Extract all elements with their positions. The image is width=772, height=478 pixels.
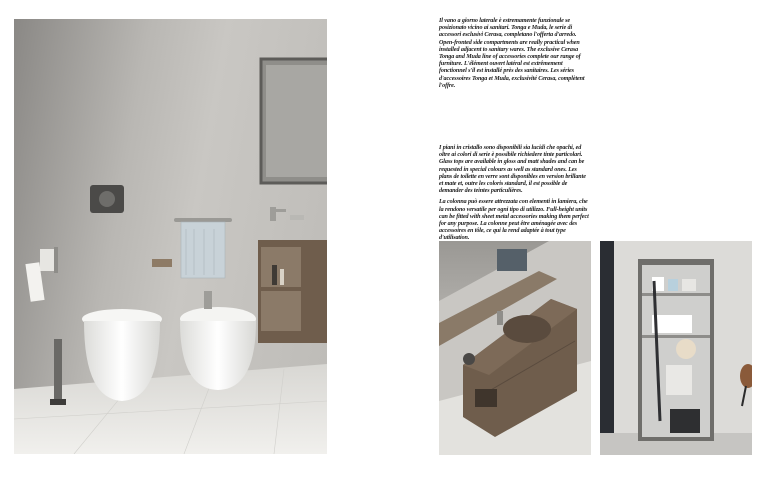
photo-tall-storage-cabinet bbox=[600, 241, 752, 455]
cabinet-scene bbox=[600, 241, 752, 455]
waste-bin bbox=[670, 409, 700, 433]
shelf-items bbox=[652, 315, 692, 333]
towel bbox=[181, 222, 225, 278]
text-mid-paragraph-1: I piani in cristallo sono disponibili sia lucidi che opachi, ed oltre ai colori di serie è possibile richiedere tinte particolari. Glass tops are available in gloss and matt shades and can be requested in special colours as well as standard ones. Les plans de toilette en verre sont disponibles en version brillante et mate et, outre les coloris standard, il est possible de demander des teintes particulières. bbox=[439, 145, 586, 195]
towel-rail bbox=[174, 218, 232, 222]
accessory-bowl bbox=[463, 353, 475, 365]
basin-tap bbox=[497, 311, 503, 325]
photo-bathroom-wall-hung bbox=[14, 19, 327, 454]
wicker-basket bbox=[676, 339, 696, 359]
door-frame bbox=[600, 241, 614, 455]
text-mid-paragraph-2: La colonna può essere attrezzata con elementi in lamiera, che la rendono versatile per ogni tipo di utilizzo. Full-height units can be fitted with sheet metal accessories making them perfect for any purpose. La colonne peut être aménagée avec des accessoires en tôle, ce qui la rend adaptée à tout type d'utilisation. bbox=[439, 199, 589, 242]
soap-dish bbox=[152, 259, 172, 267]
wall-tap bbox=[270, 207, 276, 221]
bucket bbox=[666, 365, 692, 395]
washbasin bbox=[503, 315, 551, 343]
photo-vanity-unit bbox=[439, 241, 591, 455]
toilet-brush-holder bbox=[54, 339, 62, 401]
vanity-scene bbox=[439, 241, 591, 455]
text-top-paragraph: Il vano a giorno laterale è estremamente funzionale se posizionato vicino ai sanitari. Tonga e Muda, le serie di accessori esclusivi Cerasa, completano l'offerta d'arredo. Open-fronted side compartments are really practical when installed adjacent to sanitary wares. The exclusive Cerasa Tonga and Muda line of accessories complete our range of furniture. L'élément ouvert latéral est extrêmement fonctionnel s'il est installé près des sanitaires. Les séries d'accessoires Tonga et Muda, exclusivité Cerasa, complètent l'offre. bbox=[439, 18, 585, 89]
storage-basket bbox=[497, 249, 527, 271]
description-text-top bbox=[439, 18, 591, 94]
bathroom-scene bbox=[14, 19, 327, 454]
description-text-middle bbox=[439, 145, 591, 247]
